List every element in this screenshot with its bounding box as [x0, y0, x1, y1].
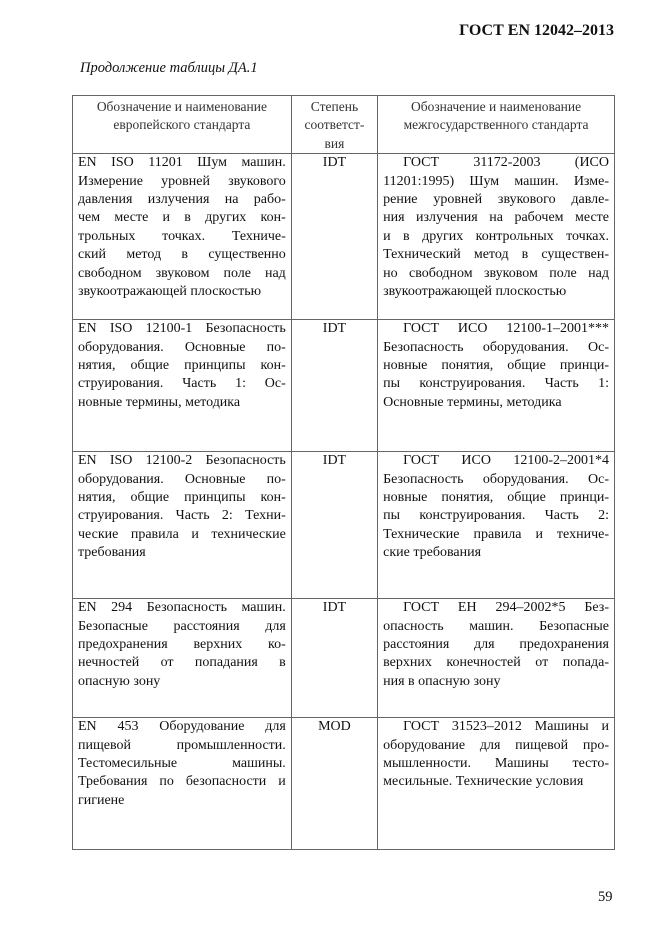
european-standard-cell [73, 154, 292, 320]
cell-text-line: Технические правила и техниче- [383, 526, 609, 542]
cell-text-line: Степень [310, 99, 359, 114]
cell-text-line: звукоотражающей плоскостью [78, 284, 262, 300]
cell-text-line: межгосударственного стандарта [403, 117, 589, 133]
cell-text-line: опасность машин. Безопасные [383, 618, 609, 634]
cell-text-line: предохранения верхних ко- [78, 637, 286, 653]
cell-text-line: Требования по безопасности и [78, 774, 286, 790]
cell-text-line: ния излучения на рабочем месте [383, 210, 609, 226]
european-standard-cell [73, 452, 292, 599]
european-standard-cell [73, 599, 292, 718]
cell-text-line: Безопасные расстояния для [78, 618, 286, 634]
cell-text-line: рение уровней звукового давле- [383, 192, 609, 208]
cell-text-line: нечностей от попадания в [78, 655, 286, 671]
cell-text-line: звукоотражающей плоскостью [383, 284, 567, 300]
degree-cell: IDT [291, 452, 377, 599]
cell-text-line: пы конструирования. Часть 2: [383, 508, 609, 524]
interstate-standard-cell [378, 452, 615, 599]
page-number: 59 [598, 889, 613, 905]
cell-text-line: нятия, общие принципы кон- [78, 490, 286, 506]
cell-text-line: EN ISO 11201 Шум машин. [78, 155, 286, 171]
table-row [73, 452, 615, 599]
cell-text-line: ния в опасную зону [383, 673, 501, 689]
cell-text-line: Безопасность оборудования. Ос- [383, 471, 609, 487]
cell-text-line: пы конструирования. Часть 1: [383, 376, 609, 392]
cell-text-line: ческие правила и технические [78, 526, 286, 542]
standards-table [72, 95, 615, 850]
cell-text-line: Основные термины, методика [383, 394, 562, 410]
table-row [73, 320, 615, 452]
cell-text-line: ГОСТ ИСО 12100-2–2001*4 [403, 453, 609, 469]
cell-text-line: оборудования. Основные по- [78, 339, 286, 355]
cell-text-line: EN ISO 12100-1 Безопасность [78, 321, 286, 337]
table-caption: Продолжение таблицы ДА.1 [80, 60, 258, 76]
table-header-row [73, 96, 615, 154]
cell-text-line: трольных точках. Техниче- [78, 228, 286, 244]
cell-text-line: верхних конечностей от попада- [383, 655, 609, 671]
cell-text-line: требования [78, 545, 146, 561]
cell-text-line: EN 453 Оборудование для [78, 719, 286, 735]
cell-text-line: пищевой промышленности. [78, 737, 286, 753]
cell-text-line: месильные. Технические условия [383, 774, 584, 790]
interstate-standard-cell [378, 599, 615, 718]
cell-text-line: EN 294 Безопасность машин. [78, 600, 286, 616]
cell-text-line: соответст- [304, 117, 365, 133]
cell-text-line: нятия, общие принципы кон- [78, 358, 286, 374]
header-european-standard [73, 96, 292, 154]
cell-text-line: Технический метод в существен- [383, 247, 609, 263]
table-row [73, 154, 615, 320]
cell-text-line: и в других контрольных точках. [383, 228, 609, 244]
cell-text-line: но свободном звуковом поле над [383, 265, 609, 281]
cell-text-line: Безопасность оборудования. Ос- [383, 339, 609, 355]
cell-text-line: гигиене [78, 792, 125, 808]
cell-text-line: опасную зону [78, 673, 161, 689]
cell-text-line: ский метод в существенно [78, 247, 286, 263]
cell-text-line: мышленности. Машины тесто- [383, 756, 609, 772]
cell-text-line: Обозначение и наименование [96, 99, 267, 114]
interstate-standard-cell [378, 320, 615, 452]
cell-text-line: вия [324, 135, 345, 151]
cell-text-line: расстояния для предохранения [383, 637, 609, 653]
cell-text-line: новные понятия, общие принци- [383, 358, 609, 374]
cell-text-line: оборудование для пищевой про- [383, 737, 609, 753]
degree-cell: MOD [291, 718, 377, 850]
cell-text-line: ские требования [383, 545, 482, 561]
cell-text-line: струирования. Часть 2: Техни- [78, 508, 286, 524]
header-interstate-standard [378, 96, 615, 154]
cell-text-line: оборудования. Основные по- [78, 471, 286, 487]
cell-text-line: струирования. Часть 1: Ос- [78, 376, 286, 392]
degree-cell: IDT [291, 154, 377, 320]
cell-text-line: Измерение уровней звукового [78, 173, 286, 189]
degree-cell: IDT [291, 320, 377, 452]
interstate-standard-cell [378, 154, 615, 320]
cell-text-line: европейского стандарта [113, 117, 251, 133]
interstate-standard-cell [378, 718, 615, 850]
cell-text-line: ГОСТ 31172-2003 (ИСО [403, 155, 609, 171]
cell-text-line: чем месте и в других кон- [78, 210, 286, 226]
cell-text-line: новные понятия, общие принци- [383, 490, 609, 506]
cell-text-line: давления излучения на рабо- [78, 192, 286, 208]
document-header: ГОСТ EN 12042–2013 [459, 22, 614, 39]
header-degree [291, 96, 377, 154]
cell-text-line: ГОСТ ЕН 294–2002*5 Без- [403, 600, 609, 616]
cell-text-line: EN ISO 12100-2 Безопасность [78, 453, 286, 469]
cell-text-line: Тестомесильные машины. [78, 756, 286, 772]
cell-text-line: новные термины, методика [78, 394, 241, 410]
cell-text-line: Обозначение и наименование [410, 99, 582, 114]
cell-text-line: ГОСТ 31523–2012 Машины и [403, 719, 609, 735]
degree-cell: IDT [291, 599, 377, 718]
cell-text-line: ГОСТ ИСО 12100-1–2001*** [403, 321, 609, 337]
table-row [73, 599, 615, 718]
cell-text-line: свободном звуковом поле над [78, 265, 286, 281]
european-standard-cell [73, 718, 292, 850]
table-row [73, 718, 615, 850]
european-standard-cell [73, 320, 292, 452]
cell-text-line: 11201:1995) Шум машин. Изме- [383, 173, 609, 189]
